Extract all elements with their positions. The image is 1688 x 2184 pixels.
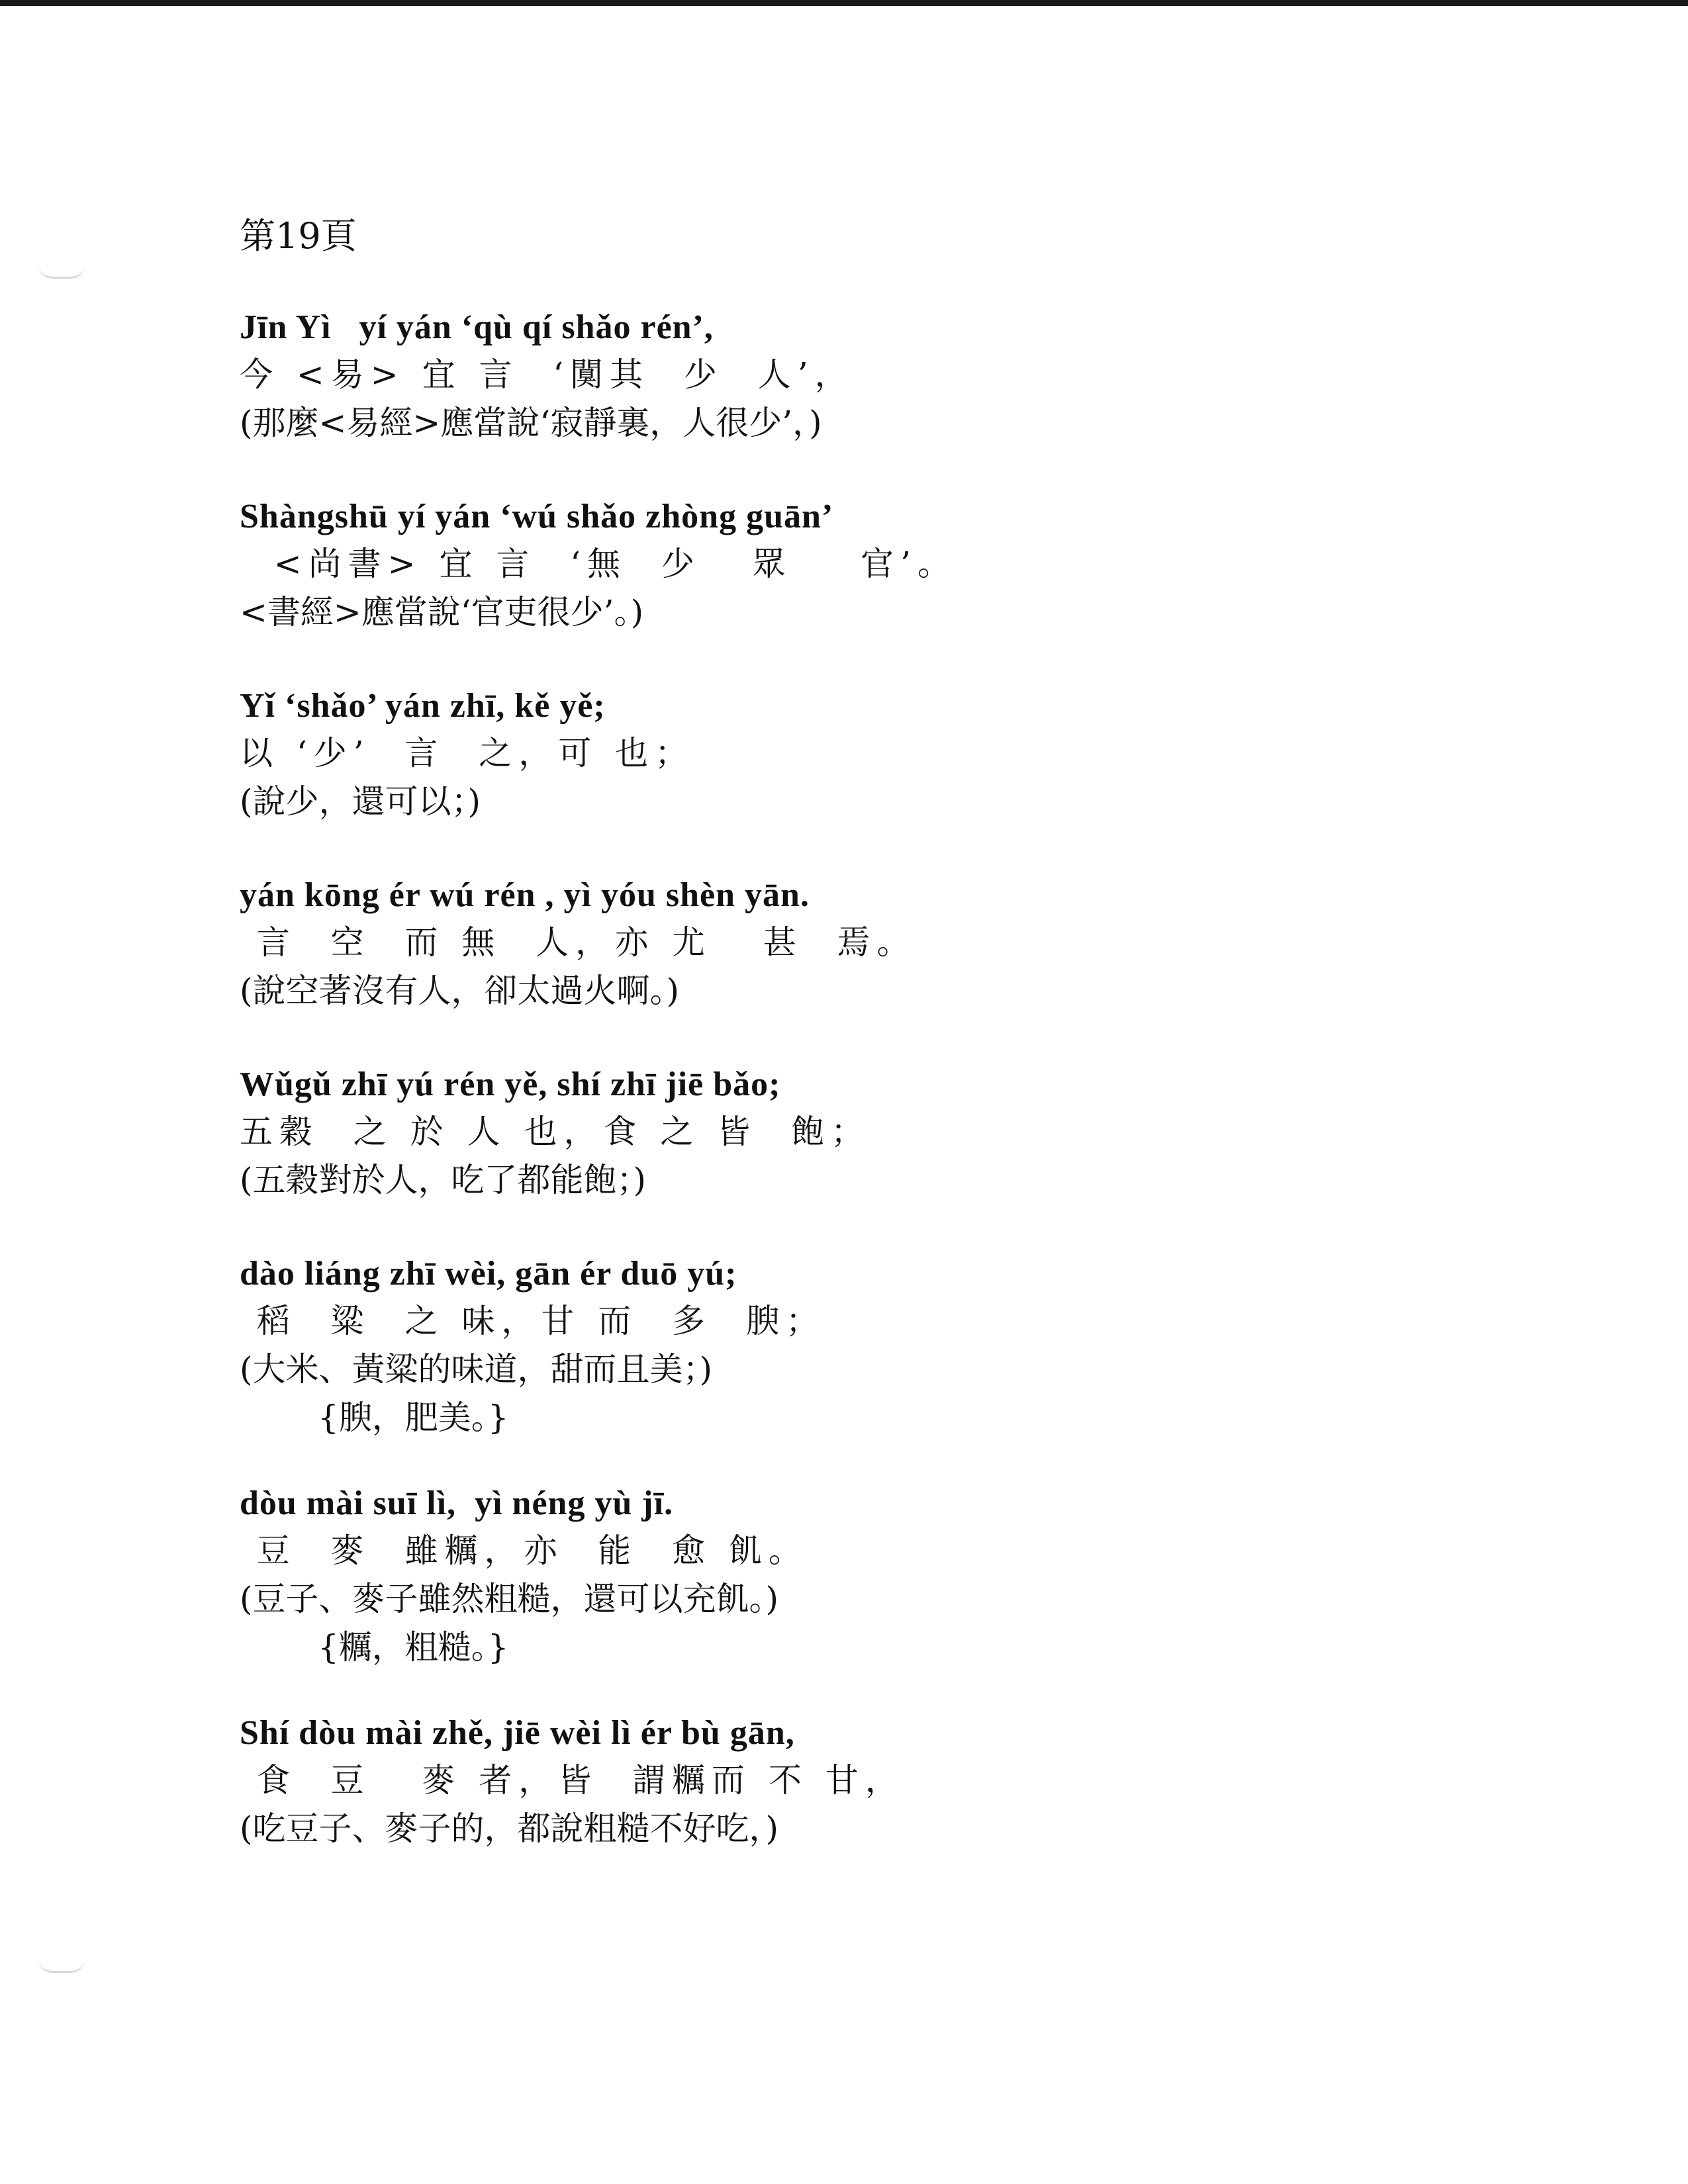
chinese-line: 五穀 之 於 人 也，食 之 皆 飽； — [240, 1113, 871, 1151]
chinese-line: 言 空 而 無 人，亦 尤 甚 焉。 — [240, 923, 917, 962]
translation-line: (五穀對於人，吃了都能飽；) — [240, 1161, 647, 1199]
translation-line: (說少，還可以；) — [240, 782, 481, 821]
stanza-1 — [240, 304, 1497, 447]
stanza-8 — [240, 1710, 1497, 1853]
pinyin-line: Wǔgǔ zhī yú rén yě, shí zhī jiē bǎo; — [240, 1066, 781, 1103]
pinyin-line: Shí dòu mài zhě, jiē wèi lì ér bù gān, — [240, 1714, 795, 1752]
scan-top-edge — [0, 0, 1688, 6]
translation-line: (那麼<易經>應當說‘寂靜裏，人很少’，) — [240, 404, 822, 442]
stanza-6 — [240, 1251, 1497, 1442]
translation-line: (吃豆子、麥子的，都說粗糙不好吃，) — [240, 1809, 779, 1848]
pinyin-line: Yǐ ‘shǎo’ yán zhī, kě yě; — [240, 687, 606, 725]
chinese-line: 稻 粱 之 味，甘 而 多 腴； — [240, 1302, 825, 1340]
stanza-7 — [240, 1480, 1497, 1672]
punch-hole-mark — [38, 265, 85, 279]
punch-hole-mark — [38, 1959, 85, 1973]
vocabulary-note: {腴，肥美。} — [318, 1398, 509, 1437]
translation-line: (說空著沒有人，卻太過火啊。) — [240, 972, 680, 1010]
translation-line: <書經>應當說‘官吏很少’。) — [240, 593, 644, 631]
pinyin-line: yán kōng ér wú rén , yì yóu shèn yān. — [240, 876, 810, 914]
vocabulary-note: {糲，粗糙。} — [318, 1628, 509, 1666]
pinyin-line: Shàngshū yí yán ‘wú shǎo zhòng guān’ — [240, 498, 834, 535]
stanza-4 — [240, 872, 1497, 1015]
chinese-line: 食 豆 麥 者，皆 謂糲而 不 甘， — [240, 1761, 905, 1799]
page-title: 第19頁 — [240, 215, 357, 257]
pinyin-line: Jīn Yì yí yán ‘qù qí shǎo rén’, — [240, 308, 714, 346]
stanza-3 — [240, 683, 1497, 826]
chinese-line: <尚書> 宜 言 ‘無 少 眾 官’。 — [240, 545, 957, 583]
translation-line: (大米、黃粱的味道，甜而且美；) — [240, 1350, 713, 1388]
translation-line: (豆子、麥子雖然粗糙，還可以充飢。) — [240, 1580, 779, 1618]
pinyin-line: dòu mài suī lì, yì néng yù jī. — [240, 1484, 674, 1522]
chinese-line: 今 <易> 宜 言 ‘闃其 少 人’， — [240, 355, 855, 394]
chinese-line: 以 ‘少’ 言 之，可 也； — [240, 734, 695, 772]
stanza-2 — [240, 494, 1497, 637]
chinese-line: 豆 麥 雖糲，亦 能 愈 飢。 — [240, 1531, 808, 1570]
stanza-5 — [240, 1062, 1497, 1205]
pinyin-line: dào liáng zhī wèi, gān ér duō yú; — [240, 1255, 737, 1293]
document-page — [240, 213, 1497, 1899]
